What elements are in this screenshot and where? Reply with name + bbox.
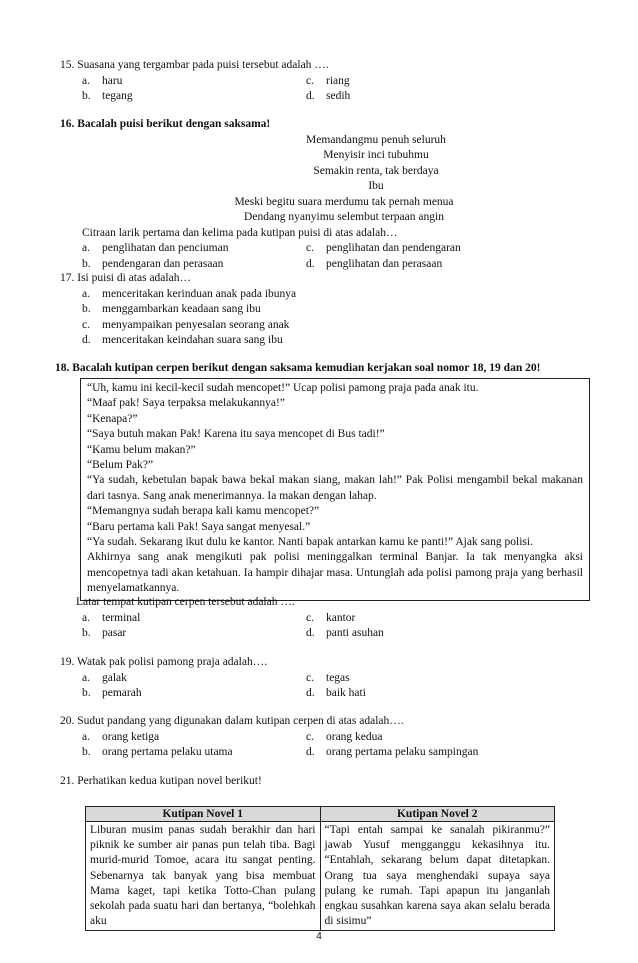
poem-line: Ibu (368, 180, 384, 192)
question-19 (60, 655, 605, 702)
question-15-stem: 15. Suasana yang tergambar pada puisi tersebut adalah …. (60, 59, 329, 71)
option-d: d. orang pertama pelaku sampingan (306, 746, 479, 758)
story-line: “Kamu belum makan?” (87, 443, 196, 456)
option-d: d. panti asuhan (306, 627, 384, 639)
question-20-stem: 20. Sudut pandang yang digunakan dalam kutipan cerpen di atas adalah…. (60, 715, 404, 727)
poem (64, 133, 624, 226)
table-cell: Liburan musim panas sudah berakhir dan hari piknik ke sumber air panas pun telah tiba. Bagi murid-murid Tomoe, acara itu sangat penting. Sebenarnya tak banyak yang bisa membuat Mama kaget, tapi ketika Totto-Chan pulang sekolah pada suatu hari dan bertanya, “bolehkah aku (86, 822, 321, 931)
option-c: c. kantor (306, 611, 356, 624)
question-20 (60, 714, 605, 761)
poem-line: Semakin renta, tak berdaya (313, 164, 439, 177)
question-15 (60, 58, 605, 105)
question-21-stem: 21. Perhatikan kedua kutipan novel berikut! (60, 775, 262, 787)
option-c: c. penglihatan dan pendengaran (306, 242, 461, 254)
question-18-body (60, 595, 605, 642)
question-15-options (82, 74, 605, 105)
table-header: Kutipan Novel 1 (86, 807, 321, 822)
poem-line: Meski begitu suara merdumu tak pernah menua (234, 195, 454, 208)
option-c: c. tegas (306, 671, 350, 684)
question-19-options (82, 671, 605, 702)
poem-line: Menyisir inci tubuhmu (323, 149, 429, 161)
table-header-row (86, 807, 555, 822)
story-line: “Belum Pak?” (87, 459, 154, 472)
question-16 (60, 117, 605, 272)
poem-line: Dendang nyanyimu selembut terpaan angin (244, 211, 444, 223)
table-row (86, 822, 555, 931)
option-b: b. pemarah (82, 687, 142, 699)
table-header: Kutipan Novel 2 (320, 807, 555, 822)
page-number: 4 (316, 931, 322, 942)
option-a: a. orang ketiga (82, 730, 160, 743)
poem-line: Memandangmu penuh seluruh (306, 133, 446, 146)
question-17-options (82, 287, 605, 349)
option-b: b. pasar (82, 627, 127, 639)
question-21 (60, 774, 605, 790)
story-line: “Uh, kamu ini kecil-kecil sudah mencopet!” Ucap polisi pamong praja pada anak itu. (87, 382, 479, 394)
question-16-options (82, 241, 605, 272)
question-18 (55, 361, 615, 377)
story-line: “Baru pertama kali Pak! Saya sangat menyesal.” (87, 520, 311, 533)
table-cell: “Tapi entah sampai ke sanalah pikiranmu?” jawab Yusuf mengganggu kekasihnya itu. “Entahlah, sekarang belum dapat ditetapkan. Orang tua saya menghendaki supaya saya pulang ke rumah. Tapi apapun itu janganlah engkau susahkan karena saya akan selalu berada di sisimu” (320, 822, 555, 931)
question-20-options (82, 730, 605, 761)
option-d: d. baik hati (306, 687, 366, 699)
option-c: c. orang kedua (306, 730, 383, 743)
story-line: Akhirnya sang anak mengikuti pak polisi meninggalkan terminal Banjar. Ia tak menyangka aksi mencopetnya tadi akan ketahuan. Ia hampir dihajar masa. Untunglah ada polisi pamong praja yang berhasil menyelamatkannya. (87, 551, 583, 595)
option-a: a. penglihatan dan penciuman (82, 242, 229, 254)
story-line: “Maaf pak! Saya terpaksa melakukannya!” (87, 397, 285, 410)
story-excerpt-box (80, 378, 590, 601)
novel-excerpt-table (85, 806, 555, 931)
option-c: c. menyampaikan penyesalan seorang anak (82, 318, 290, 331)
option-b: b. pendengaran dan perasaan (82, 257, 224, 270)
option-b: b. orang pertama pelaku utama (82, 746, 233, 758)
option-b: b. tegang (82, 90, 133, 102)
question-19-stem: 19. Watak pak polisi pamong praja adalah…. (60, 656, 268, 668)
story-line: “Kenapa?” (87, 412, 138, 425)
option-a: a. haru (82, 74, 123, 87)
option-d: d. sedih (306, 90, 351, 102)
story-line: “Ya sudah. Sekarang ikut dulu ke kantor. Nanti bapak antarkan kamu ke panti!” Ajak sang polisi. (87, 536, 533, 549)
option-a: a. terminal (82, 611, 141, 624)
option-d: d. menceritakan keindahan suara sang ibu (82, 334, 283, 346)
question-17-stem: 17. Isi puisi di atas adalah… (60, 272, 191, 284)
question-18-options (82, 611, 605, 642)
option-a: a. galak (82, 671, 127, 684)
story-line: “Saya butuh makan Pak! Karena itu saya mencopet di Bus tadi!” (87, 428, 385, 441)
option-b: b. menggambarkan keadaan sang ibu (82, 303, 261, 315)
question-18-question: Latar tempat kutipan cerpen tersebut adalah …. (76, 596, 295, 608)
question-16-question: Citraan larik pertama dan kelima pada kutipan puisi di atas adalah… (82, 226, 398, 239)
question-17 (60, 271, 605, 349)
story-line: “Memangnya sudah berapa kali kamu mencopet?” (87, 505, 320, 518)
question-18-stem: 18. Bacalah kutipan cerpen berikut dengan saksama kemudian kerjakan soal nomor 18, 19 dan 20! (55, 362, 541, 374)
question-16-stem: 16. Bacalah puisi berikut dengan saksama! (60, 118, 271, 130)
story-line: “Ya sudah, kebetulan bapak bawa bekal makan siang, makan lah!” Pak Polisi mengambil bekal makanan dari tasnya. Sang anak menerimannya. Ia makan dengan lahap. (87, 474, 583, 502)
option-d: d. penglihatan dan perasaan (306, 257, 443, 270)
option-c: c. riang (306, 74, 350, 87)
option-a: a. menceritakan kerinduan anak pada ibunya (82, 287, 297, 300)
